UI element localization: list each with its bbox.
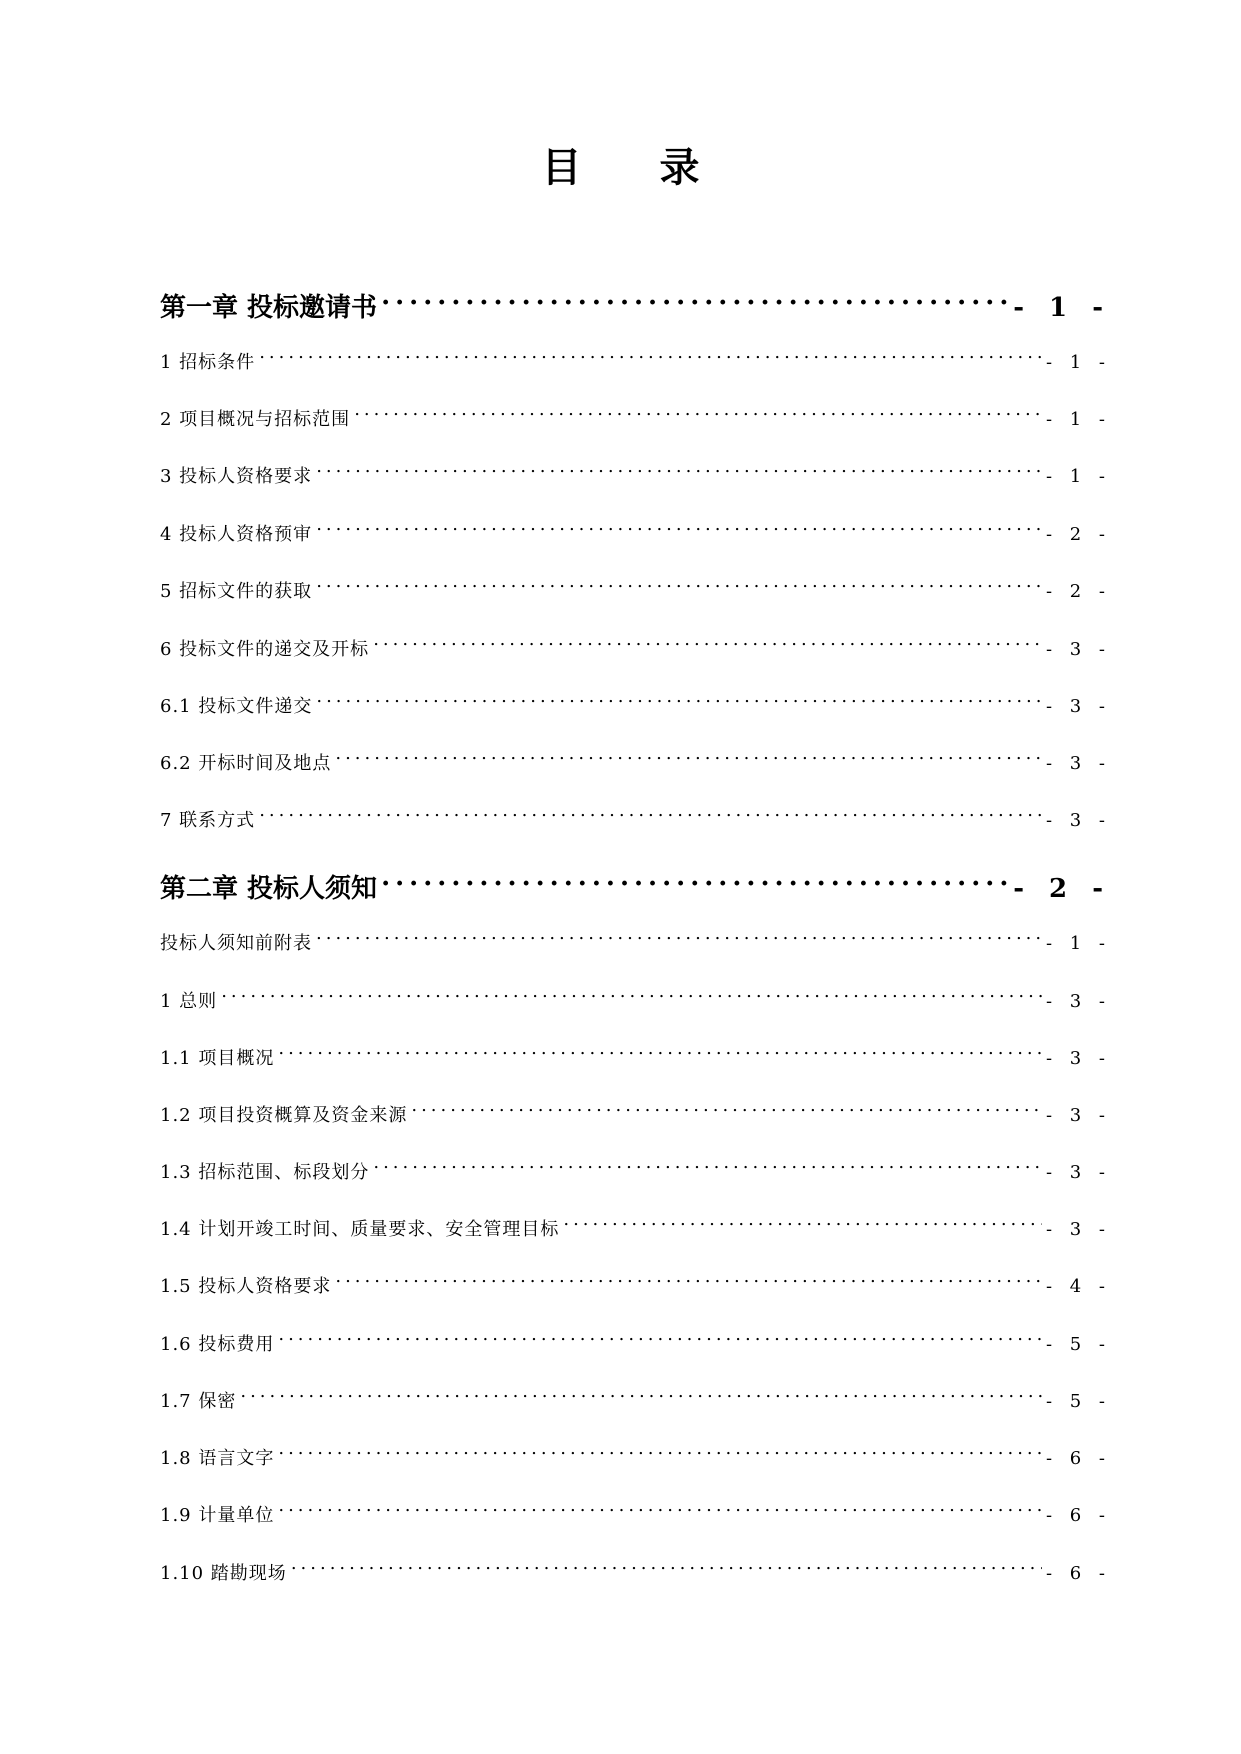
toc-entry-label: 第二章 投标人须知 — [160, 874, 378, 904]
toc-entry-page: - 3 - — [1045, 753, 1111, 774]
toc-dot-leader — [381, 276, 1009, 316]
toc-entry[interactable] — [160, 1491, 1111, 1526]
toc-entry[interactable] — [160, 977, 1111, 1012]
toc-entry[interactable] — [160, 1377, 1111, 1412]
toc-entry-label: 1.2 项目投资概算及资金来源 — [160, 1105, 408, 1126]
toc-dot-leader — [259, 338, 1042, 368]
toc-entry-page: - 2 - — [1013, 874, 1111, 904]
toc-entry-page: - 1 - — [1013, 293, 1111, 323]
toc-entry[interactable] — [160, 1434, 1111, 1469]
toc-dot-leader — [278, 1320, 1042, 1350]
toc-entry-page: - 6 - — [1045, 1505, 1111, 1526]
toc-entry-chapter-1[interactable] — [160, 276, 1111, 323]
toc-entry-label: 1 总则 — [160, 991, 218, 1012]
toc-dot-leader — [316, 682, 1042, 712]
toc-entry-page: - 3 - — [1045, 1105, 1111, 1126]
toc-entry-page: - 5 - — [1045, 1334, 1111, 1355]
toc-entry[interactable] — [160, 682, 1111, 717]
toc-dot-leader — [381, 857, 1009, 897]
toc-entry[interactable] — [160, 567, 1111, 602]
toc-entry-label: 1 招标条件 — [160, 352, 256, 373]
toc-entry-label: 1.3 招标范围、标段划分 — [160, 1162, 370, 1183]
toc-entry-label: 1.10 踏勘现场 — [160, 1563, 287, 1584]
toc-entry[interactable] — [160, 1205, 1111, 1240]
toc-entry-page: - 3 - — [1045, 639, 1111, 660]
toc-entry[interactable] — [160, 919, 1111, 954]
toc-dot-leader — [291, 1549, 1042, 1579]
toc-entry-label: 1.1 项目概况 — [160, 1048, 275, 1069]
toc-entry-page: - 1 - — [1045, 466, 1111, 487]
page-title: 目录 — [541, 144, 778, 191]
toc-entry-chapter-2[interactable] — [160, 857, 1111, 904]
toc-entry-label: 5 招标文件的获取 — [160, 581, 313, 602]
toc-dot-leader — [316, 452, 1042, 482]
toc-entry[interactable] — [160, 1320, 1111, 1355]
toc-entry-label: 1.4 计划开竣工时间、质量要求、安全管理目标 — [160, 1219, 560, 1240]
toc-entry-label: 7 联系方式 — [160, 810, 256, 831]
toc-dot-leader — [335, 1262, 1042, 1292]
toc-entry-label: 投标人须知前附表 — [160, 933, 312, 954]
toc-dot-leader — [563, 1205, 1042, 1235]
toc-entry-page: - 3 - — [1045, 1162, 1111, 1183]
toc-dot-leader — [316, 919, 1042, 949]
toc-entry-label: 1.9 计量单位 — [160, 1505, 275, 1526]
toc-entry[interactable] — [160, 1034, 1111, 1069]
toc-entry-label: 6 投标文件的递交及开标 — [160, 639, 370, 660]
toc-dot-leader — [278, 1434, 1042, 1464]
toc-entry-page: - 6 - — [1045, 1563, 1111, 1584]
toc-entry-label: 1.5 投标人资格要求 — [160, 1276, 332, 1297]
toc-entry[interactable] — [160, 510, 1111, 545]
toc-dot-leader — [411, 1091, 1042, 1121]
toc-entry[interactable] — [160, 452, 1111, 487]
toc-entry-page: - 3 - — [1045, 1048, 1111, 1069]
toc-entry-label: 1.6 投标费用 — [160, 1334, 275, 1355]
toc-entry-page: - 4 - — [1045, 1276, 1111, 1297]
toc-entry[interactable] — [160, 1091, 1111, 1126]
toc-entry-page: - 5 - — [1045, 1391, 1111, 1412]
toc-entry-label: 1.7 保密 — [160, 1391, 237, 1412]
toc-entry-page: - 1 - — [1045, 409, 1111, 430]
toc-dot-leader — [354, 395, 1042, 425]
toc-entry[interactable] — [160, 739, 1111, 774]
toc-entry-page: - 2 - — [1045, 524, 1111, 545]
toc-entry-label: 2 项目概况与招标范围 — [160, 409, 351, 430]
toc-entry[interactable] — [160, 338, 1111, 373]
toc-entry-label: 4 投标人资格预审 — [160, 524, 313, 545]
toc-entry-page: - 3 - — [1045, 991, 1111, 1012]
toc-entry-page: - 3 - — [1045, 696, 1111, 717]
toc-entry-page: - 1 - — [1045, 933, 1111, 954]
toc-entry-label: 6.2 开标时间及地点 — [160, 753, 332, 774]
toc-entry-label: 第一章 投标邀请书 — [160, 293, 378, 323]
toc-entry[interactable] — [160, 1148, 1111, 1183]
toc-dot-leader — [221, 977, 1042, 1007]
toc-entry[interactable] — [160, 625, 1111, 660]
toc-dot-leader — [373, 625, 1042, 655]
toc-dot-leader — [316, 567, 1042, 597]
toc-dot-leader — [335, 739, 1042, 769]
toc-entry-label: 1.8 语言文字 — [160, 1448, 275, 1469]
toc-dot-leader — [316, 510, 1042, 540]
toc-entry-page: - 2 - — [1045, 581, 1111, 602]
toc-dot-leader — [278, 1491, 1042, 1521]
toc-entry[interactable] — [160, 1549, 1111, 1584]
toc-dot-leader — [240, 1377, 1042, 1407]
toc-dot-leader — [278, 1034, 1042, 1064]
toc-dot-leader — [373, 1148, 1042, 1178]
toc-entry[interactable] — [160, 395, 1111, 430]
toc-entry-page: - 3 - — [1045, 810, 1111, 831]
toc-entry-label: 3 投标人资格要求 — [160, 466, 313, 487]
toc-entry-page: - 3 - — [1045, 1219, 1111, 1240]
toc-entry[interactable] — [160, 1262, 1111, 1297]
toc-entry[interactable] — [160, 796, 1111, 831]
toc-dot-leader — [259, 796, 1042, 826]
toc-entry-label: 6.1 投标文件递交 — [160, 696, 313, 717]
toc-entry-page: - 1 - — [1045, 352, 1111, 373]
toc-entry-page: - 6 - — [1045, 1448, 1111, 1469]
